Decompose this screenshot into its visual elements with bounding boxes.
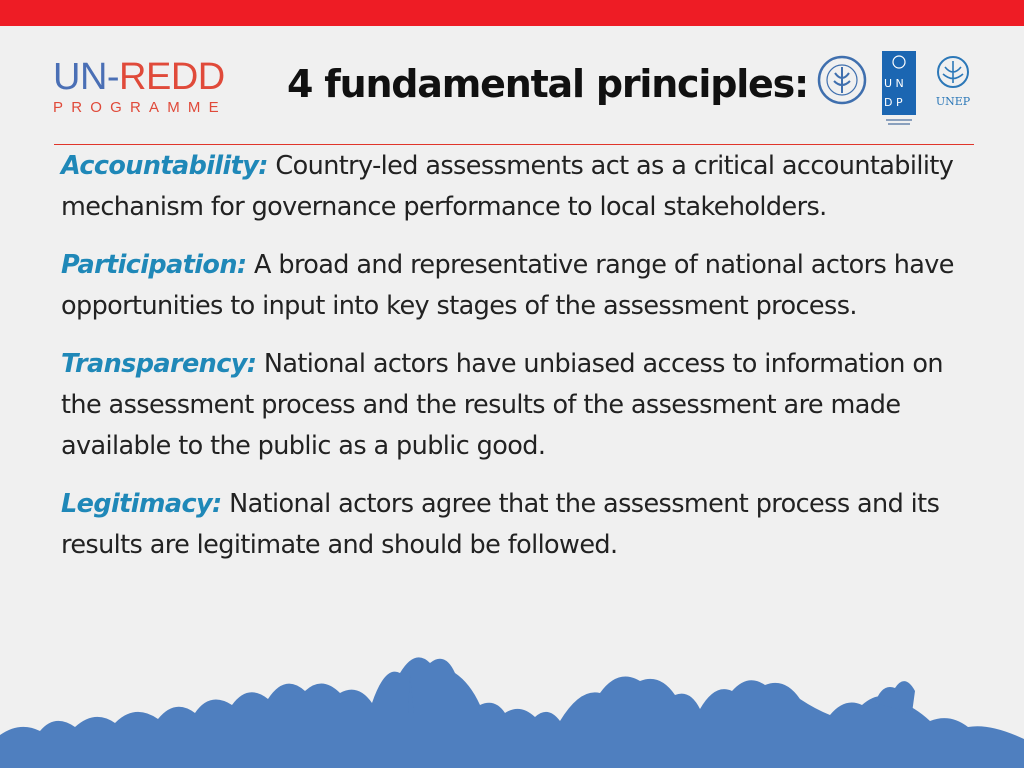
- undp-logo: [882, 51, 916, 127]
- logo-redd-text: REDD: [119, 56, 225, 98]
- svg-text:U N: U N: [884, 77, 904, 90]
- principle-text: National actors have unbiased access to information on the assessment process and the results of the assessment are made available to the public as a public good.: [61, 349, 943, 461]
- principle-text: Country-led assessments act as a critical accountability mechanism for governance performance to local stakeholders.: [61, 151, 954, 222]
- principle-term: Accountability:: [61, 151, 268, 181]
- principle-accountability: [61, 146, 961, 228]
- principle-term: Participation:: [61, 250, 247, 280]
- slide-title: 4 fundamental principles:: [287, 62, 809, 106]
- unep-logo: [930, 55, 976, 109]
- principle-legitimacy: [61, 484, 961, 566]
- logo-programme-text: PROGRAMME: [53, 99, 227, 116]
- principle-term: Legitimacy:: [61, 489, 222, 519]
- principle-text: National actors agree that the assessment process and its results are legitimate and should be followed.: [61, 489, 940, 560]
- svg-text:D P: D P: [884, 96, 903, 109]
- principle-transparency: [61, 344, 961, 467]
- svg-text:UNEP: UNEP: [935, 95, 971, 108]
- un-redd-logo: [53, 58, 263, 116]
- principle-term: Transparency:: [61, 349, 257, 379]
- header-divider: [54, 144, 974, 145]
- logo-un-text: UN-: [53, 56, 120, 98]
- principle-participation: [61, 245, 961, 327]
- principles-list: [61, 146, 961, 583]
- forest-silhouette-decoration: [0, 643, 1024, 768]
- principle-text: A broad and representative range of national actors have opportunities to input into key stages of the assessment process.: [61, 250, 954, 321]
- top-accent-bar: [0, 0, 1024, 26]
- fao-logo: [817, 55, 867, 105]
